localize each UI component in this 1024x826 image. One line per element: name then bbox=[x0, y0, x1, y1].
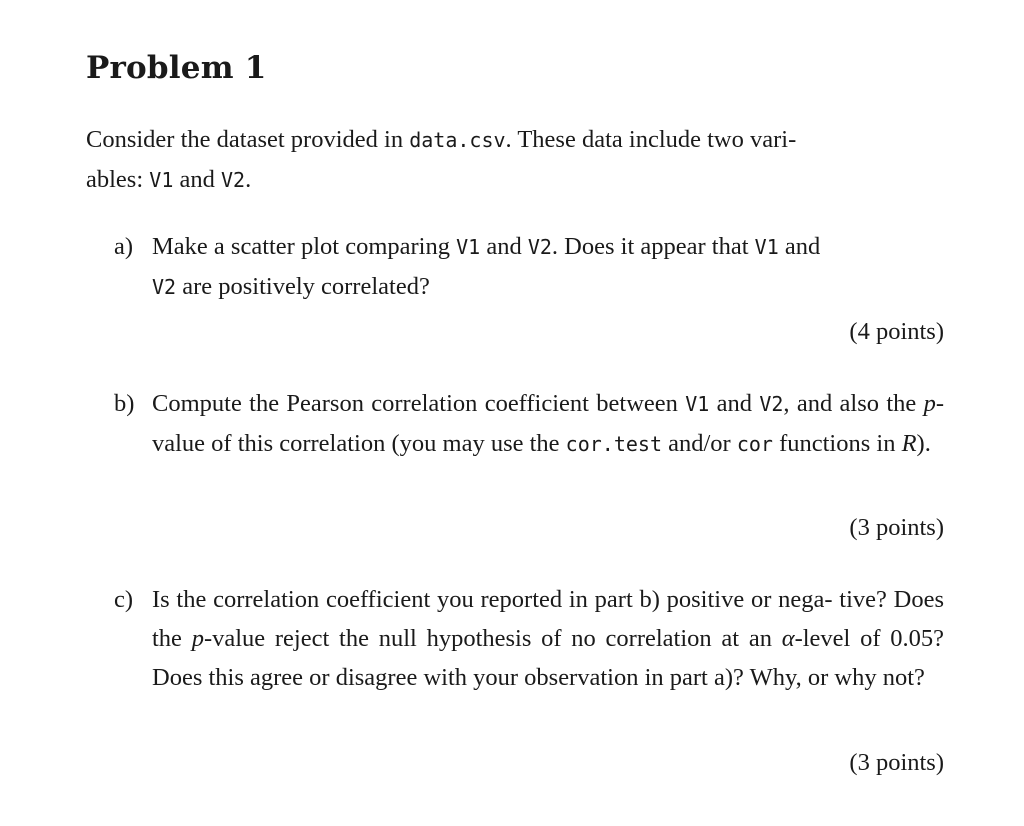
part-b-label: b) bbox=[114, 390, 135, 417]
variable-name: V1 bbox=[754, 235, 779, 259]
variable-name: V1 bbox=[456, 235, 481, 259]
function-name: cor bbox=[736, 432, 773, 456]
part-a-text-span: and bbox=[778, 233, 821, 260]
part-a bbox=[114, 227, 944, 347]
variable-name: V2 bbox=[759, 392, 784, 416]
part-a-text bbox=[152, 227, 944, 307]
part-b-text-span: Compute the Pearson correlation coefficient between bbox=[152, 390, 686, 417]
intro-text: ables: bbox=[86, 166, 150, 193]
part-c-label: c) bbox=[114, 586, 134, 613]
part-c-text-span: Is the correlation coefficient you reported in part b) positive or nega- tive? Does the bbox=[152, 586, 944, 652]
intro-text: Consider the dataset provided in bbox=[86, 126, 410, 153]
part-a-points: (4 points) bbox=[849, 318, 944, 345]
variable-name: V1 bbox=[685, 392, 710, 416]
part-c-text-span: -level of 0.05? Does this agree or disagree with your observation in part a)? Why, or why not? bbox=[152, 625, 944, 691]
part-b-text-span: -value of this correlation (you may use the bbox=[152, 390, 944, 457]
part-b-text-span: and/or bbox=[661, 430, 737, 457]
part-c-text-span: -value reject the null hypothesis of no correlation at an bbox=[203, 625, 782, 652]
math-alpha: α bbox=[781, 625, 795, 652]
intro-text: . bbox=[245, 166, 252, 193]
intro-paragraph bbox=[86, 120, 944, 200]
part-a-text-span: and bbox=[480, 233, 528, 260]
part-b bbox=[114, 384, 944, 544]
part-a-text-span: . Does it appear that bbox=[551, 233, 755, 260]
part-b-text-span: functions in bbox=[772, 430, 902, 457]
part-b-text-span: , and also the bbox=[783, 390, 924, 417]
intro-text: and bbox=[173, 166, 221, 193]
part-b-text-span: and bbox=[709, 390, 760, 417]
math-r: R bbox=[901, 430, 917, 457]
dataset-filename: data.csv bbox=[409, 128, 506, 152]
part-a-text-span: are positively correlated? bbox=[176, 273, 430, 300]
part-c-points: (3 points) bbox=[849, 749, 944, 776]
part-b-text bbox=[152, 384, 944, 464]
variable-name: V2 bbox=[221, 168, 246, 192]
part-a-text-span: Make a scatter plot comparing bbox=[152, 233, 457, 260]
math-p: p bbox=[191, 625, 204, 652]
variable-name: V1 bbox=[149, 168, 174, 192]
intro-text: . These data include two vari- bbox=[505, 126, 797, 153]
part-c bbox=[114, 580, 944, 780]
function-name: cor.test bbox=[565, 432, 662, 456]
part-a-label: a) bbox=[114, 233, 134, 260]
problem-title: Problem 1 bbox=[86, 50, 267, 86]
part-c-text bbox=[152, 580, 944, 697]
variable-name: V2 bbox=[527, 235, 552, 259]
part-b-text-span: ). bbox=[916, 430, 931, 457]
variable-name: V2 bbox=[152, 275, 177, 299]
part-b-points: (3 points) bbox=[849, 514, 944, 541]
math-p: p bbox=[923, 390, 936, 417]
